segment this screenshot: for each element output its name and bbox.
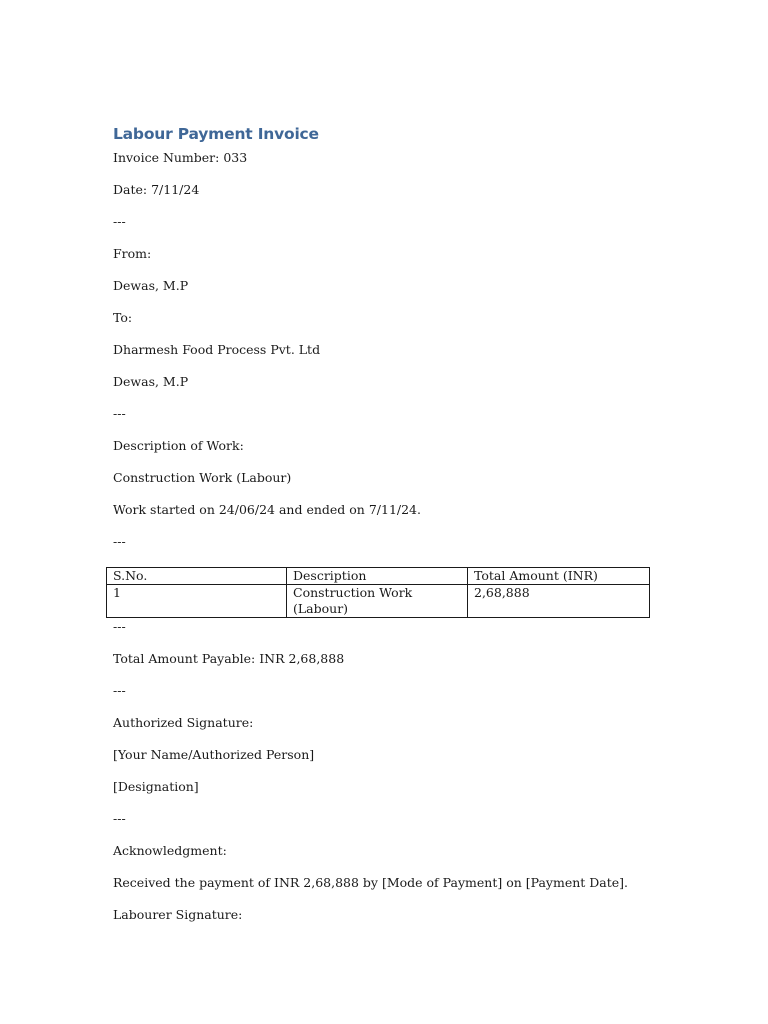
table-cell-amount: 2,68,888 xyxy=(468,585,650,618)
invoice-date: Date: 7/11/24 xyxy=(113,182,200,197)
table-header-amount: Total Amount (INR) xyxy=(468,568,650,585)
from-address: Dewas, M.P xyxy=(113,278,189,293)
to-address: Dewas, M.P xyxy=(113,374,189,389)
invoice-table xyxy=(106,567,650,618)
table-header-sno: S.No. xyxy=(107,568,287,585)
signature-designation: [Designation] xyxy=(113,779,199,794)
table-row xyxy=(107,585,650,618)
table-cell-sno: 1 xyxy=(107,585,287,618)
separator: --- xyxy=(113,683,126,698)
table-header-description: Description xyxy=(287,568,468,585)
separator: --- xyxy=(113,534,126,549)
acknowledgment-label: Acknowledgment: xyxy=(113,843,227,858)
to-label: To: xyxy=(113,310,133,325)
signature-label: Authorized Signature: xyxy=(113,715,254,730)
total-payable: Total Amount Payable: INR 2,68,888 xyxy=(113,651,345,666)
table-cell-description: Construction Work (Labour) xyxy=(287,585,468,618)
to-company: Dharmesh Food Process Pvt. Ltd xyxy=(113,342,321,357)
work-period: Work started on 24/06/24 and ended on 7/11/24. xyxy=(113,502,421,517)
separator: --- xyxy=(113,619,126,634)
signature-name: [Your Name/Authorized Person] xyxy=(113,747,315,762)
document-title: Labour Payment Invoice xyxy=(113,125,319,143)
description-work: Construction Work (Labour) xyxy=(113,470,292,485)
separator: --- xyxy=(113,214,126,229)
from-label: From: xyxy=(113,246,152,261)
invoice-number: Invoice Number: 033 xyxy=(113,150,248,165)
labourer-signature-label: Labourer Signature: xyxy=(113,907,243,922)
description-label: Description of Work: xyxy=(113,438,244,453)
separator: --- xyxy=(113,406,126,421)
separator: --- xyxy=(113,811,126,826)
acknowledgment-text: Received the payment of INR 2,68,888 by [Mode of Payment] on [Payment Date]. xyxy=(113,875,629,890)
table-header-row xyxy=(107,568,650,585)
